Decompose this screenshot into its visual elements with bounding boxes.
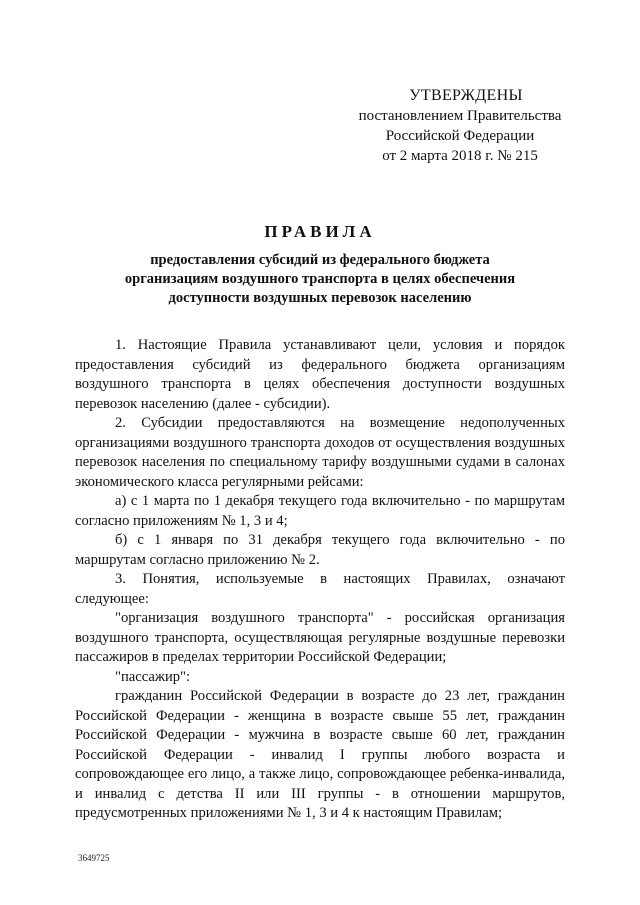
document-subtitle [90,251,550,308]
approval-line-1: постановлением Правительства [358,108,562,124]
definition-organization: "организация воздушного транспорта" - российская организация воздушного транспорта, осуществляющая регулярные воздушные перевозки пассажиров в пределах территории Российской Федерации; [75,610,565,665]
definition-passenger: гражданин Российской Федерации в возрасте до 23 лет, гражданин Российской Федерации - женщина в возрасте свыше 55 лет, гражданин Российской Федерации - мужчина в возрасте свыше 60 лет, гражданин Российской Федерации - инвалид I группы любого возраста и сопровождающее его лицо, а также лицо, сопровождающее ребенка-инвалида, и инвалид с детства II или III группы - в отношении маршрутов, предусмотренных приложениями № 1, 3 и 4 к настоящим Правилам; [75,688,565,821]
subtitle-line-1: предоставления субсидий из федерального бюджета [150,252,490,268]
paragraph-3: 3. Понятия, используемые в настоящих Правилах, означают следующее: [75,571,565,607]
approval-heading: УТВЕРЖДЕНЫ [409,87,523,104]
approval-block [340,86,580,166]
document-body [75,336,565,824]
paragraph-2b: б) с 1 января по 31 декабря текущего года включительно - по маршрутам согласно приложению № 2. [75,532,565,568]
approval-line-2: Российской Федерации [385,128,535,144]
paragraph-1: 1. Настоящие Правила устанавливают цели, условия и порядок предоставления субсидий из федерального бюджета организациям воздушного транспорта в целях обеспечения доступности воздушных перевозок населению (далее - субсидии). [75,337,565,412]
definition-passenger-heading: "пассажир": [115,668,191,685]
subtitle-line-3: доступности воздушных перевозок населению [168,290,472,306]
document-title: ПРАВИЛА [264,222,376,241]
document-number: 3649725 [78,853,110,863]
approval-line-3: от 2 марта 2018 г. № 215 [382,148,538,164]
paragraph-2a: а) с 1 марта по 1 декабря текущего года включительно - по маршрутам согласно приложениям № 1, 3 и 4; [75,493,565,529]
subtitle-line-2: организациям воздушного транспорта в целях обеспечения [124,271,516,287]
paragraph-2: 2. Субсидии предоставляются на возмещение недополученных организациями воздушного транспорта доходов от осуществления воздушных перевозок населения по специальному тарифу воздушными судами в салонах экономического класса регулярными рейсами: [75,415,565,490]
